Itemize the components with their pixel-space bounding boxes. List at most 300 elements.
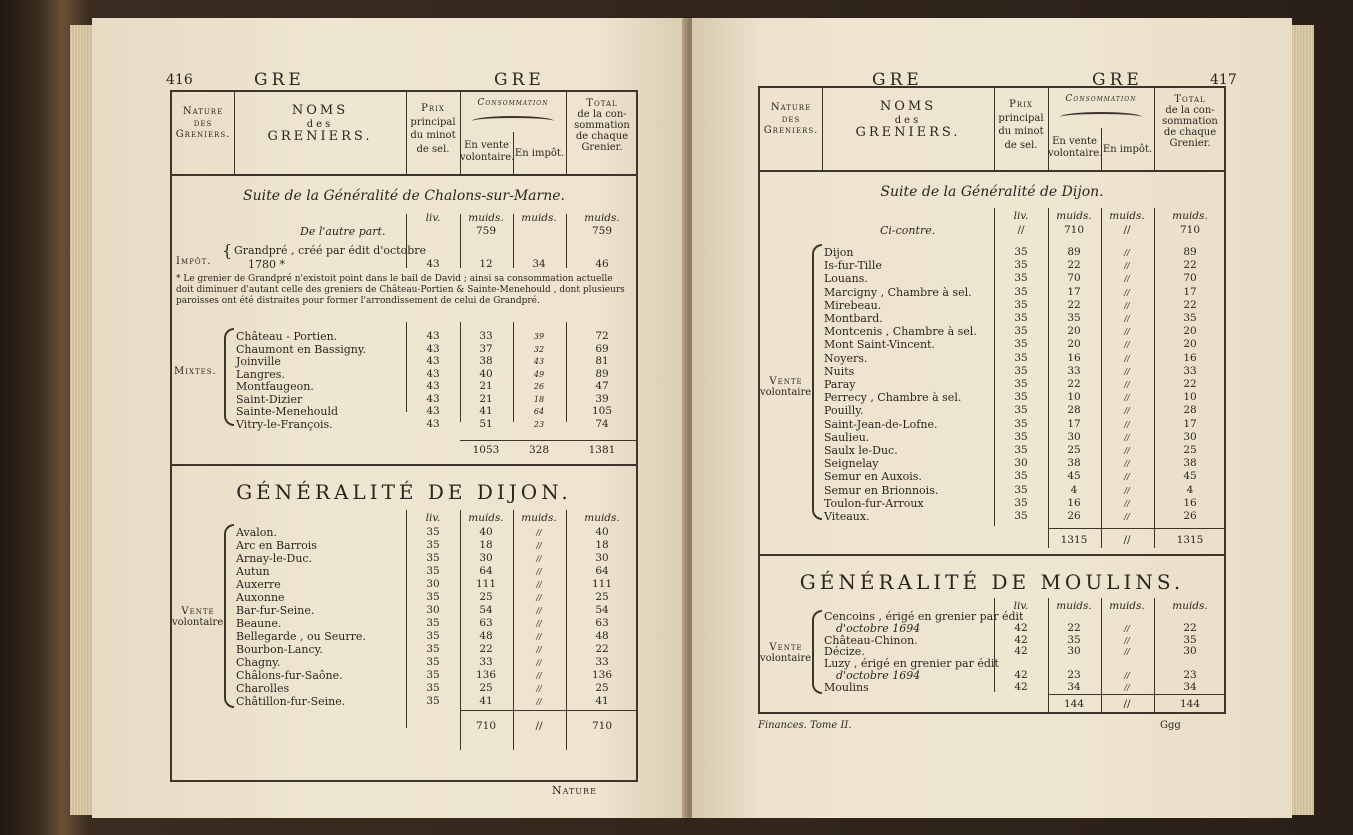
cell-vente: 30 <box>1067 645 1081 658</box>
cell-vente: 20 <box>1067 338 1081 351</box>
dijon-suite-total-vente: 1315 <box>1060 534 1088 546</box>
table-row-name: Avalon. <box>236 526 277 539</box>
table-row-name: Perrecy , Chambre à sel. <box>824 391 962 405</box>
cell-prix: 35 <box>426 630 440 642</box>
cell-vente: 22 <box>1067 621 1081 634</box>
header-noms-line: des <box>894 114 922 126</box>
page-edges-left <box>70 25 92 815</box>
mixtes-total-impot: 328 <box>528 444 550 456</box>
cell-total: 89 <box>1183 246 1197 258</box>
vente-brace <box>812 244 822 520</box>
unit-label: muids. <box>521 512 557 524</box>
cell-prix: 30 <box>426 578 440 590</box>
table-row-name: Bourbon-Lancy. <box>236 643 323 656</box>
mixtes-total-vente: 1053 <box>472 444 500 456</box>
table-row-name: Toulon-fur-Arroux <box>824 496 924 510</box>
cell-prix: 42 <box>1014 680 1028 693</box>
cell-total: 20 <box>1183 325 1197 338</box>
cell-total: 33 <box>1183 364 1197 377</box>
cell-prix: 35 <box>426 552 440 564</box>
cell-vente: 22 <box>1067 259 1081 272</box>
unit-label: muids. <box>468 212 504 224</box>
cell-impot: 49 <box>533 369 545 379</box>
moulins-total-total: 144 <box>1179 698 1201 710</box>
cell-vente: 28 <box>1067 404 1081 417</box>
table-row-name: Pouilly. <box>824 404 864 418</box>
table-row-name: Seignelay <box>824 457 879 471</box>
cell-prix: 42 <box>1014 621 1028 634</box>
footnote: * Le grenier de Grandpré n'existoit point dans le bail de David ; ainsi sa consommation actuelle doit diminuer d'autant celle des greniers de Château-Portien & Sainte-Menehould , dont plusieurs paroisses ont été distraites pour former l'arrondissement de celui de Grandpré. <box>176 274 625 306</box>
cell-total: 26 <box>1183 510 1197 522</box>
table-row-name: Cencoins , érigé en grenier par édit <box>824 610 1024 623</box>
cell-vente: 63 <box>479 617 493 629</box>
cell-total: 39 <box>595 392 609 405</box>
header-prix-line: du minot <box>998 126 1044 137</box>
cell-vente: 21 <box>479 392 493 405</box>
cell-impot: // <box>1124 512 1130 521</box>
vente-label-line: volontaire. <box>760 387 815 398</box>
cell-total: 81 <box>595 355 609 367</box>
cell-impot: // <box>1124 248 1130 257</box>
header-noms-line: des <box>306 118 334 130</box>
cell-total: 35 <box>1183 312 1197 324</box>
mixtes-label: Mixtes. <box>174 366 217 377</box>
carry-vente: 759 <box>475 225 497 237</box>
left-table-frame <box>170 90 638 782</box>
header-prix-line: du minot <box>410 130 456 141</box>
catchword: Nature <box>552 784 597 797</box>
cell-prix: 35 <box>1014 312 1028 324</box>
cell-prix: 35 <box>426 682 440 694</box>
cell-total: 105 <box>591 405 613 417</box>
cell-impot: // <box>1124 472 1130 482</box>
cell-impot: // <box>1124 459 1130 469</box>
cell-vente: 33 <box>479 330 493 342</box>
vente-label-line: volontaire. <box>760 653 815 664</box>
cell-impot: // <box>1124 446 1130 455</box>
cell-prix: 30 <box>426 604 440 616</box>
cell-vente: 22 <box>1067 298 1081 311</box>
cell-prix: 35 <box>1014 391 1028 404</box>
carry-prix: // <box>1017 224 1025 236</box>
cell-vente: 33 <box>1067 364 1081 377</box>
carry-label: De l'autre part. <box>300 225 386 238</box>
cell-total: 28 <box>1183 404 1197 417</box>
cell-vente: 38 <box>1067 457 1081 470</box>
impot-brace: { <box>222 241 233 260</box>
cell-vente: 22 <box>479 643 493 655</box>
table-row-name: Viteaux. <box>824 510 870 523</box>
section-title: Suite de la Généralité de Chalons-sur-Marne. <box>243 188 565 204</box>
header-prix-line: principal <box>410 116 456 128</box>
cell-total: 23 <box>1183 669 1197 681</box>
unit-label: muids. <box>521 212 557 224</box>
table-row-name: Luzy , érigé en grenier par édit <box>824 657 999 671</box>
cell-prix: 35 <box>1014 259 1028 272</box>
cell-total: 45 <box>1183 470 1197 483</box>
cell-prix: 43 <box>426 342 440 355</box>
cell-total: 69 <box>595 342 609 355</box>
right-table-header <box>760 88 1224 172</box>
header-vente: En vente <box>1052 136 1097 147</box>
cell-impot: // <box>536 697 542 706</box>
cell-impot: // <box>1124 300 1130 310</box>
table-row-name: Semur en Auxois. <box>824 470 922 484</box>
vente-brace <box>224 524 234 708</box>
cell-impot: 39 <box>533 332 545 341</box>
cell-total: 30 <box>1183 430 1197 443</box>
unit-label: muids. <box>1056 600 1092 612</box>
cell-impot: 23 <box>533 419 545 429</box>
header-total-line: Grenier. <box>581 142 623 153</box>
cell-vente: 41 <box>479 405 493 417</box>
cell-vente: 23 <box>1067 669 1081 681</box>
cell-prix: 42 <box>1014 669 1028 681</box>
cell-prix: 35 <box>426 617 440 629</box>
dijon-total-total: 710 <box>591 720 613 732</box>
sum-line <box>460 710 638 711</box>
cell-total: 17 <box>1183 417 1197 430</box>
header-nature-line: Greniers. <box>175 129 231 140</box>
cell-prix: 35 <box>426 591 440 603</box>
unit-label: liv. <box>425 512 441 524</box>
cell-prix: 42 <box>1014 645 1028 658</box>
header-nature: Nature <box>770 102 812 113</box>
cell-prix: 30 <box>1014 457 1028 470</box>
table-row-name: Moulins <box>824 680 869 694</box>
unit-label: liv. <box>425 212 441 224</box>
cell-total: 16 <box>1183 351 1197 364</box>
cell-prix: 35 <box>1014 272 1028 285</box>
impot-row-name: 1780 * <box>248 258 285 271</box>
table-row-name: Mirebeau. <box>824 298 882 312</box>
sum-line <box>1048 694 1226 695</box>
carry-total: 759 <box>591 225 613 237</box>
cell-prix: 35 <box>1014 298 1028 311</box>
cell-prix: 35 <box>426 669 440 681</box>
cell-impot: // <box>536 645 542 654</box>
cell-vente: 70 <box>1067 272 1081 285</box>
vente-label-line: volontaire. <box>172 617 227 628</box>
table-row-name: d'octobre 1694 <box>836 621 921 635</box>
table-row-name: Is-fur-Tille <box>824 259 882 273</box>
table-row-name: Saint-Jean-de-Lofne. <box>824 417 938 431</box>
header-total-line: de la con- <box>577 109 627 120</box>
header-vente-line: volontaire. <box>1048 147 1103 159</box>
header-noms: NOMS <box>879 99 937 114</box>
cell-total: 20 <box>1183 338 1197 351</box>
cell-prix: 35 <box>426 539 440 551</box>
cell-prix: 35 <box>1014 246 1028 258</box>
cell-prix: 43 <box>426 330 440 342</box>
cell-impot: // <box>536 671 542 680</box>
impot-row-impot: 34 <box>532 258 546 270</box>
cell-vente: 34 <box>1067 680 1081 693</box>
header-nature-line: Greniers. <box>763 125 819 136</box>
cell-total: 18 <box>595 539 609 551</box>
table-row-name: Arc en Barrois <box>236 539 317 552</box>
volume-footer: Finances. Tome II. <box>758 720 852 731</box>
cell-total: 111 <box>591 578 613 590</box>
cell-impot: // <box>1124 274 1130 284</box>
section-title: Suite de la Généralité de Dijon. <box>880 184 1104 200</box>
cell-impot: // <box>536 658 542 667</box>
cell-impot: // <box>1124 406 1130 416</box>
cell-total: 16 <box>1183 496 1197 509</box>
cell-impot: // <box>536 528 542 537</box>
cell-vente: 18 <box>479 539 493 551</box>
cell-vente: 30 <box>1067 430 1081 443</box>
cell-impot: 43 <box>533 357 545 366</box>
mixtes-brace <box>224 328 234 426</box>
header-prix: Prix <box>1009 99 1033 110</box>
table-row-name: Beaune. <box>236 617 282 630</box>
header-impot: En impôt. <box>1102 144 1153 155</box>
header-prix-line: de sel. <box>1004 139 1038 151</box>
header-noms-line: GRENIERS. <box>855 125 961 141</box>
header-vente-line: volontaire. <box>460 151 515 163</box>
cell-impot: // <box>536 632 542 641</box>
table-row-name: Saint-Dizier <box>236 392 303 406</box>
cell-vente: 20 <box>1067 325 1081 338</box>
cell-total: 54 <box>595 604 609 616</box>
cell-impot: // <box>1124 623 1130 633</box>
cell-vente: 40 <box>479 367 493 380</box>
cell-prix: 35 <box>1014 417 1028 430</box>
cell-prix: 35 <box>1014 351 1028 364</box>
cell-vente: 25 <box>479 682 493 694</box>
header-noms-line: GRENIERS. <box>267 129 373 145</box>
cell-prix: 35 <box>1014 496 1028 509</box>
header-total-line: sommation <box>574 120 630 131</box>
table-row-name: Chaumont en Bassigny. <box>236 342 367 356</box>
mixtes-total-total: 1381 <box>588 444 616 456</box>
page-number: 416 <box>166 72 193 88</box>
cell-total: 22 <box>1183 378 1197 390</box>
cell-vente: 48 <box>479 630 493 642</box>
cell-prix: 35 <box>426 526 440 538</box>
header-nature: Nature <box>182 106 224 117</box>
cell-total: 25 <box>595 682 609 694</box>
table-row-name: Dijon <box>824 246 854 259</box>
cell-vente: 25 <box>1067 444 1081 456</box>
moulins-total-vente: 144 <box>1063 698 1085 710</box>
unit-label: muids. <box>584 512 620 524</box>
cell-impot: // <box>1124 498 1130 508</box>
cell-prix: 43 <box>426 405 440 417</box>
table-row-name: Louans. <box>824 272 868 286</box>
dijon-total-impot: // <box>535 720 543 732</box>
vente-brace <box>812 610 822 694</box>
cell-total: 72 <box>595 330 609 342</box>
table-row-name: Joinville <box>236 355 281 368</box>
header-nature-line: des <box>193 117 213 129</box>
cell-total: 38 <box>1183 457 1197 470</box>
cell-vente: 17 <box>1067 417 1081 430</box>
carry-vente: 710 <box>1063 224 1085 236</box>
header-prix: Prix <box>421 103 445 114</box>
vente-label: Vente <box>769 376 803 387</box>
cell-prix: 42 <box>1014 633 1028 646</box>
running-head-word: GRE <box>1092 70 1143 90</box>
cell-total: 47 <box>595 380 609 392</box>
cell-prix: 35 <box>426 695 440 707</box>
cell-prix: 35 <box>426 565 440 577</box>
header-nature-line: des <box>781 113 801 125</box>
moulins-total-impot: // <box>1123 698 1131 710</box>
table-row-name: Saulx le-Duc. <box>824 444 898 457</box>
cell-prix: 43 <box>426 417 440 430</box>
cell-vente: 37 <box>479 342 493 355</box>
unit-label: muids. <box>1056 210 1092 222</box>
cell-vente: 10 <box>1067 391 1081 404</box>
cell-impot: // <box>536 593 542 602</box>
page-number: 417 <box>1210 72 1237 88</box>
unit-label: liv. <box>1013 600 1029 612</box>
signature-mark: Ggg <box>1160 720 1181 731</box>
cell-prix: 35 <box>1014 404 1028 417</box>
cell-total: 22 <box>1183 259 1197 272</box>
page-edges-right <box>1292 25 1314 815</box>
table-row-name: Décize. <box>824 645 865 659</box>
table-row-name: Paray <box>824 378 856 391</box>
table-row-name: Autun <box>236 565 270 578</box>
cell-total: 40 <box>595 526 609 538</box>
header-total-line: sommation <box>1162 116 1218 127</box>
section-title: GÉNÉRALITÉ DE DIJON. <box>236 480 572 504</box>
cell-prix: 35 <box>1014 338 1028 351</box>
cell-vente: 16 <box>1067 351 1081 364</box>
left-page <box>92 18 686 818</box>
table-row-name: Auxerre <box>236 578 281 591</box>
cell-impot: 32 <box>533 344 545 354</box>
cell-prix: 35 <box>1014 444 1028 456</box>
cell-impot: // <box>1124 366 1130 376</box>
cell-impot: // <box>1124 682 1130 692</box>
cell-vente: 16 <box>1067 496 1081 509</box>
cell-impot: // <box>1124 432 1130 442</box>
cell-impot: 26 <box>533 382 545 391</box>
cell-vente: 35 <box>1067 633 1081 646</box>
cell-total: 89 <box>595 367 609 380</box>
consommation-brace <box>1060 112 1142 122</box>
cell-prix: 35 <box>1014 378 1028 390</box>
table-row-name: Mont Saint-Vincent. <box>824 338 935 352</box>
cell-vente: 25 <box>479 591 493 603</box>
table-row-name: Bellegarde , ou Seurre. <box>236 630 366 643</box>
header-vente: En vente <box>464 140 509 151</box>
cell-impot: 64 <box>533 407 545 416</box>
cell-vente: 38 <box>479 355 493 367</box>
cell-prix: 43 <box>426 380 440 392</box>
table-row-name: Auxonne <box>236 591 285 604</box>
cell-total: 64 <box>595 565 609 577</box>
cell-total: 41 <box>595 695 609 707</box>
cell-prix: 35 <box>426 643 440 655</box>
impot-label: Impôt. <box>176 256 212 267</box>
table-row-name: Bar-fur-Seine. <box>236 604 315 617</box>
table-row-name: Chagny. <box>236 656 281 669</box>
cell-impot: // <box>536 684 542 693</box>
cell-prix: 35 <box>1014 285 1028 298</box>
cell-total: 74 <box>595 417 609 430</box>
cell-impot: // <box>536 580 542 589</box>
table-row-name: Châlons-fur-Saône. <box>236 669 343 682</box>
cell-total: 30 <box>1183 645 1197 658</box>
cell-vente: 51 <box>479 417 493 430</box>
cell-impot: // <box>1124 287 1130 297</box>
cell-total: 136 <box>591 669 613 681</box>
header-consommation: Consommation <box>1065 94 1137 104</box>
cell-impot: // <box>1124 327 1130 337</box>
table-row-name: Nuits <box>824 364 855 378</box>
table-row-name: Arnay-le-Duc. <box>236 552 313 565</box>
table-row-name: Noyers. <box>824 351 868 365</box>
left-table-header <box>172 92 636 176</box>
cell-total: 25 <box>595 591 609 603</box>
table-row-name: Charolles <box>236 682 290 695</box>
impot-row-total: 46 <box>595 258 609 270</box>
table-row-name: Marcigny , Chambre à sel. <box>824 285 972 299</box>
table-row-name: Langres. <box>236 367 285 381</box>
cell-vente: 35 <box>1067 312 1081 324</box>
cell-vente: 40 <box>479 526 493 538</box>
unit-label: muids. <box>1172 600 1208 612</box>
header-total: Total <box>1174 94 1206 105</box>
cell-vente: 45 <box>1067 470 1081 483</box>
cell-prix: 35 <box>1014 483 1028 496</box>
cell-prix: 35 <box>1014 510 1028 522</box>
dijon-suite-total-total: 1315 <box>1176 534 1204 546</box>
right-page <box>692 18 1292 818</box>
table-row-name: Château - Portien. <box>236 330 338 343</box>
cell-vente: 4 <box>1070 483 1078 496</box>
unit-label: liv. <box>1013 210 1029 222</box>
consommation-brace <box>472 116 554 126</box>
cell-vente: 54 <box>479 604 493 616</box>
sum-line <box>460 440 638 441</box>
unit-label: muids. <box>468 512 504 524</box>
header-total: Total <box>586 98 618 109</box>
cell-prix: 43 <box>426 392 440 405</box>
table-row-name: Saulieu. <box>824 430 870 444</box>
cell-total: 4 <box>1186 483 1194 496</box>
cell-total: 22 <box>595 643 609 655</box>
dijon-total-vente: 710 <box>475 720 497 732</box>
vente-label: Vente <box>181 606 215 617</box>
cell-vente: 30 <box>479 552 493 564</box>
cell-vente: 26 <box>1067 510 1081 522</box>
carry-total: 710 <box>1179 224 1201 236</box>
header-impot: En impôt. <box>514 148 565 159</box>
impot-row-name: Grandpré , créé par édit d'octobre <box>234 244 427 257</box>
cell-total: 17 <box>1183 285 1197 298</box>
cell-prix: 35 <box>426 656 440 668</box>
table-row-name: Château-Chinon. <box>824 633 918 647</box>
cell-vente: 111 <box>475 578 497 590</box>
cell-vente: 33 <box>479 656 493 668</box>
table-row-name: Sainte-Menehould <box>236 405 339 418</box>
dijon-suite-total-impot: // <box>1123 534 1131 546</box>
cell-prix: 35 <box>1014 430 1028 443</box>
running-head-word: GRE <box>254 70 305 90</box>
section-title: GÉNÉRALITÉ DE MOULINS. <box>799 570 1185 594</box>
header-total-line: de la con- <box>1165 105 1215 116</box>
cell-total: 63 <box>595 617 609 629</box>
cell-impot: // <box>1124 419 1130 429</box>
cell-vente: 41 <box>479 695 493 707</box>
running-head-word: GRE <box>872 70 923 90</box>
